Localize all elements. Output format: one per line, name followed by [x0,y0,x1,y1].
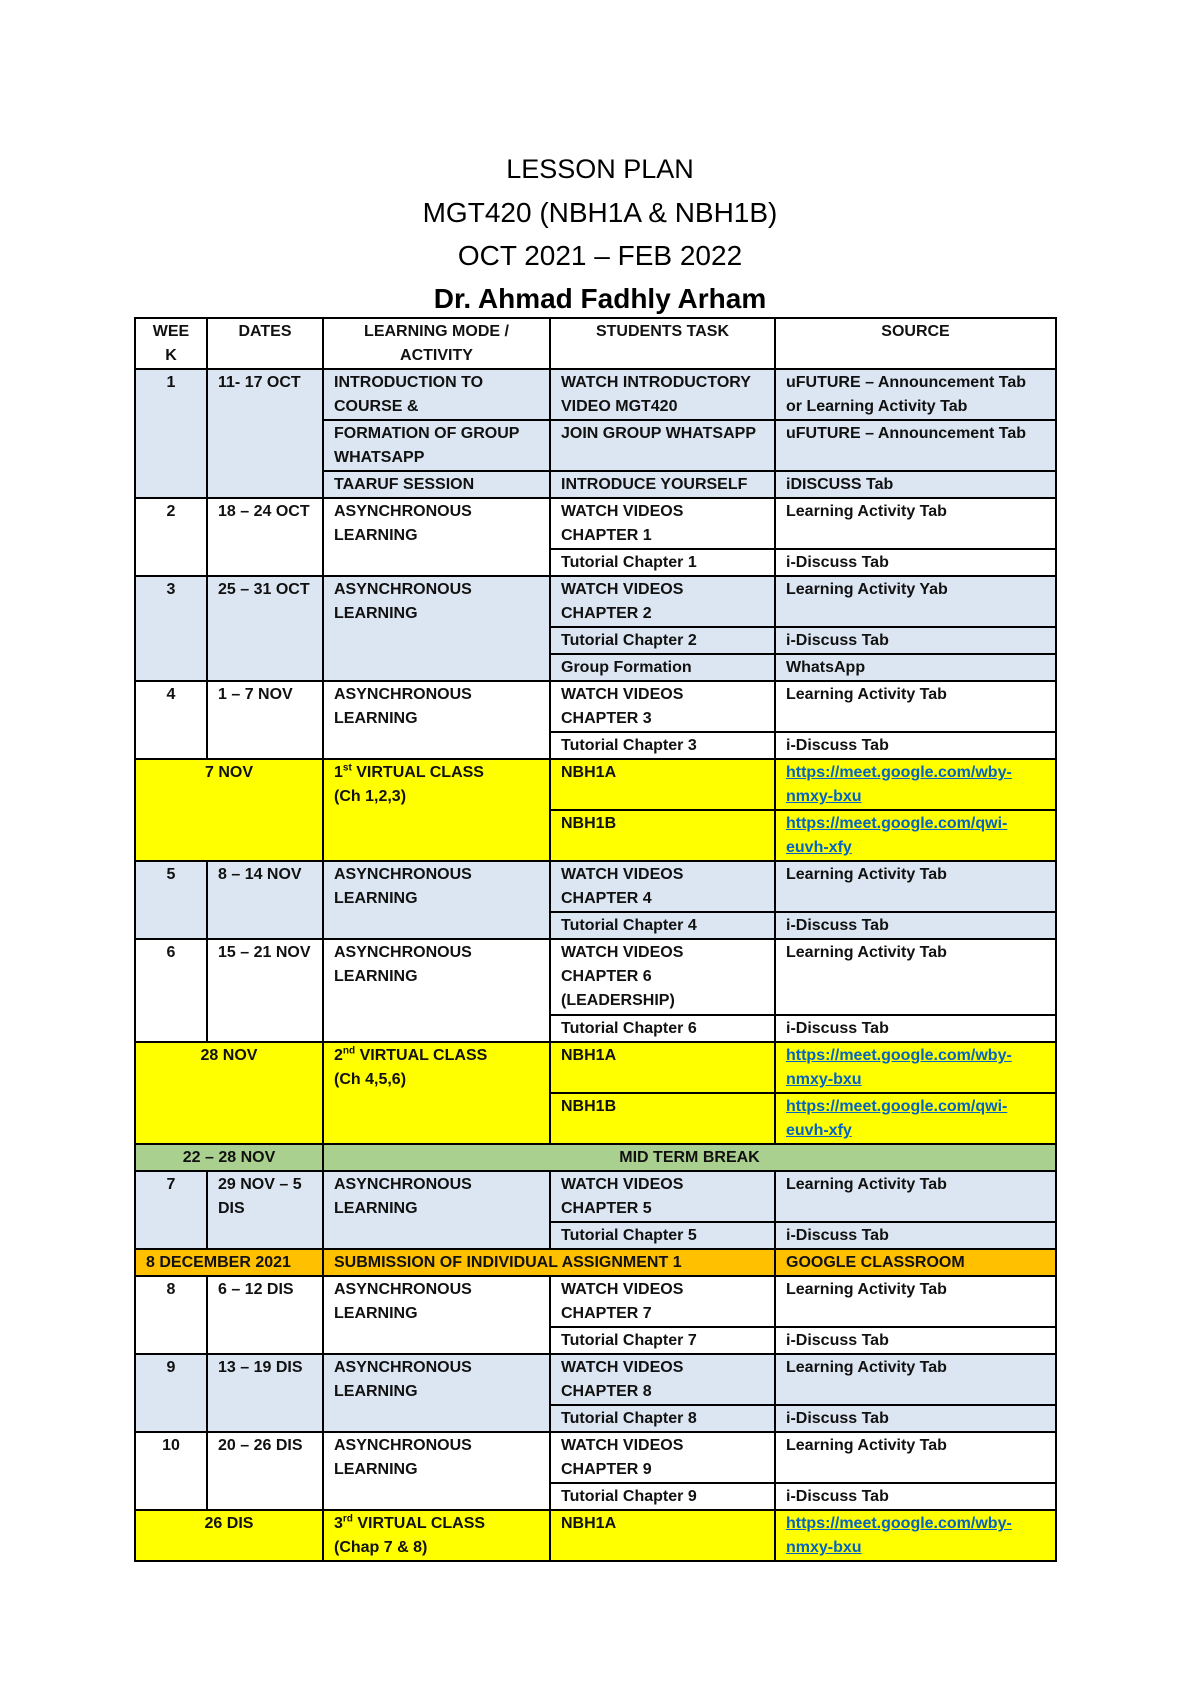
student-task: Group Formation [550,654,775,681]
source: Learning Activity Tab [775,1276,1056,1327]
learning-mode: ASYNCHRONOUS LEARNING [323,1432,550,1510]
student-task: WATCH VIDEOS CHAPTER 9 [550,1432,775,1483]
col-source: SOURCE [775,318,1056,369]
source: Learning Activity Tab [775,1432,1056,1483]
student-task: WATCH VIDEOS CHAPTER 5 [550,1171,775,1222]
student-task: Tutorial Chapter 6 [550,1015,775,1042]
student-task: Tutorial Chapter 3 [550,732,775,759]
col-task: STUDENTS TASK [550,318,775,369]
group-name: NBH1B [550,810,775,861]
group-name: NBH1A [550,1510,775,1561]
lesson-plan-table [134,317,1057,1562]
submission-source: GOOGLE CLASSROOM [775,1249,1056,1276]
meet-link[interactable]: https://meet.google.com/qwi-euvh-xfy [786,815,1008,856]
week-dates: 1 – 7 NOV [207,681,323,759]
week-dates: 20 – 26 DIS [207,1432,323,1510]
week-number: 6 [135,939,207,1042]
submission-label: SUBMISSION OF INDIVIDUAL ASSIGNMENT 1 [323,1249,775,1276]
week-number: 1 [135,369,207,498]
student-task: WATCH VIDEOS CHAPTER 8 [550,1354,775,1405]
mid-term-break-row [135,1144,1056,1171]
student-task: WATCH VIDEOS CHAPTER 2 [550,576,775,627]
week-number: 5 [135,861,207,939]
table-row [135,861,1056,912]
meet-link[interactable]: https://meet.google.com/wby-nmxy-bxu [786,1515,1012,1556]
student-task: JOIN GROUP WHATSAPP [550,420,775,471]
source: iDISCUSS Tab [775,471,1056,498]
source: Learning Activity Yab [775,576,1056,627]
week-dates: 8 – 14 NOV [207,861,323,939]
learning-mode: FORMATION OF GROUP WHATSAPP [323,420,550,471]
student-task: Tutorial Chapter 7 [550,1327,775,1354]
learning-mode: ASYNCHRONOUS LEARNING [323,498,550,576]
learning-mode: ASYNCHRONOUS LEARNING [323,1171,550,1249]
group-name: NBH1B [550,1093,775,1144]
virtual-class-date: 7 NOV [135,759,323,861]
virtual-class-row [135,1510,1056,1561]
table-row [135,576,1056,627]
meet-link-cell [775,1510,1056,1561]
source: i-Discuss Tab [775,549,1056,576]
source: i-Discuss Tab [775,1405,1056,1432]
week-number: 10 [135,1432,207,1510]
table-row [135,498,1056,549]
col-dates: DATES [207,318,323,369]
student-task: Tutorial Chapter 9 [550,1483,775,1510]
meet-link-cell [775,759,1056,810]
student-task: WATCH VIDEOS CHAPTER 1 [550,498,775,549]
semester: OCT 2021 – FEB 2022 [457,240,743,271]
submission-row [135,1249,1056,1276]
col-week: WEE K [135,318,207,369]
submission-date: 8 DECEMBER 2021 [135,1249,323,1276]
source: uFUTURE – Announcement Tab [775,420,1056,471]
week-number: 3 [135,576,207,681]
col-mode: LEARNING MODE / ACTIVITY [323,318,550,369]
source: Learning Activity Tab [775,498,1056,549]
virtual-class-label: 3rd VIRTUAL CLASS (Chap 7 & 8) [323,1510,550,1561]
break-dates: 22 – 28 NOV [135,1144,323,1171]
learning-mode: INTRODUCTION TO COURSE & [323,369,550,420]
week-number: 4 [135,681,207,759]
table-row [135,1171,1056,1222]
student-task: Tutorial Chapter 5 [550,1222,775,1249]
virtual-class-row [135,1042,1056,1093]
student-task: WATCH VIDEOS CHAPTER 4 [550,861,775,912]
meet-link-cell [775,1042,1056,1093]
week-dates: 18 – 24 OCT [207,498,323,576]
student-task: Tutorial Chapter 8 [550,1405,775,1432]
virtual-class-label: 2nd VIRTUAL CLASS (Ch 4,5,6) [323,1042,550,1144]
student-task: Tutorial Chapter 1 [550,549,775,576]
learning-mode: ASYNCHRONOUS LEARNING [323,939,550,1042]
break-label: MID TERM BREAK [323,1144,1056,1171]
source: Learning Activity Tab [775,939,1056,1015]
student-task: INTRODUCE YOURSELF [550,471,775,498]
student-task: Tutorial Chapter 2 [550,627,775,654]
meet-link-cell [775,1093,1056,1144]
student-task: WATCH VIDEOS CHAPTER 6 (LEADERSHIP) [550,939,775,1015]
learning-mode: ASYNCHRONOUS LEARNING [323,1276,550,1354]
source: i-Discuss Tab [775,912,1056,939]
source: i-Discuss Tab [775,1015,1056,1042]
week-number: 7 [135,1171,207,1249]
lecturer-name: Dr. Ahmad Fadhly Arham [433,283,767,314]
student-task: WATCH INTRODUCTORY VIDEO MGT420 [550,369,775,420]
meet-link[interactable]: https://meet.google.com/wby-nmxy-bxu [786,764,1012,805]
source: i-Discuss Tab [775,627,1056,654]
week-number: 2 [135,498,207,576]
week-dates: 6 – 12 DIS [207,1276,323,1354]
document-header [0,148,1200,320]
week-number: 9 [135,1354,207,1432]
meet-link-cell [775,810,1056,861]
virtual-class-label: 1st VIRTUAL CLASS (Ch 1,2,3) [323,759,550,861]
source: Learning Activity Tab [775,681,1056,732]
virtual-class-row [135,759,1056,810]
group-name: NBH1A [550,1042,775,1093]
group-name: NBH1A [550,759,775,810]
source: Learning Activity Tab [775,1354,1056,1405]
week-dates: 25 – 31 OCT [207,576,323,681]
source: Learning Activity Tab [775,861,1056,912]
source: uFUTURE – Announcement Tab or Learning Activity Tab [775,369,1056,420]
source: WhatsApp [775,654,1056,681]
source: i-Discuss Tab [775,1483,1056,1510]
learning-mode: ASYNCHRONOUS LEARNING [323,1354,550,1432]
learning-mode: TAARUF SESSION [323,471,550,498]
week-dates: 11- 17 OCT [207,369,323,498]
source: i-Discuss Tab [775,732,1056,759]
table-row [135,1354,1056,1405]
week-number: 8 [135,1276,207,1354]
virtual-class-date: 28 NOV [135,1042,323,1144]
learning-mode: ASYNCHRONOUS LEARNING [323,861,550,939]
table-row [135,369,1056,420]
source: i-Discuss Tab [775,1327,1056,1354]
table-row [135,939,1056,1015]
student-task: WATCH VIDEOS CHAPTER 7 [550,1276,775,1327]
source: Learning Activity Tab [775,1171,1056,1222]
learning-mode: ASYNCHRONOUS LEARNING [323,681,550,759]
week-dates: 29 NOV – 5 DIS [207,1171,323,1249]
student-task: Tutorial Chapter 4 [550,912,775,939]
student-task: WATCH VIDEOS CHAPTER 3 [550,681,775,732]
table-row [135,681,1056,732]
meet-link[interactable]: https://meet.google.com/qwi-euvh-xfy [786,1098,1008,1139]
table-row [135,1276,1056,1327]
virtual-class-date: 26 DIS [135,1510,323,1561]
week-dates: 13 – 19 DIS [207,1354,323,1432]
table-row [135,1432,1056,1483]
document-title: LESSON PLAN [506,154,694,184]
meet-link[interactable]: https://meet.google.com/wby-nmxy-bxu [786,1047,1012,1088]
week-dates: 15 – 21 NOV [207,939,323,1042]
course-code: MGT420 (NBH1A & NBH1B) [422,197,778,228]
learning-mode: ASYNCHRONOUS LEARNING [323,576,550,681]
source: i-Discuss Tab [775,1222,1056,1249]
table-header-row [135,318,1056,369]
